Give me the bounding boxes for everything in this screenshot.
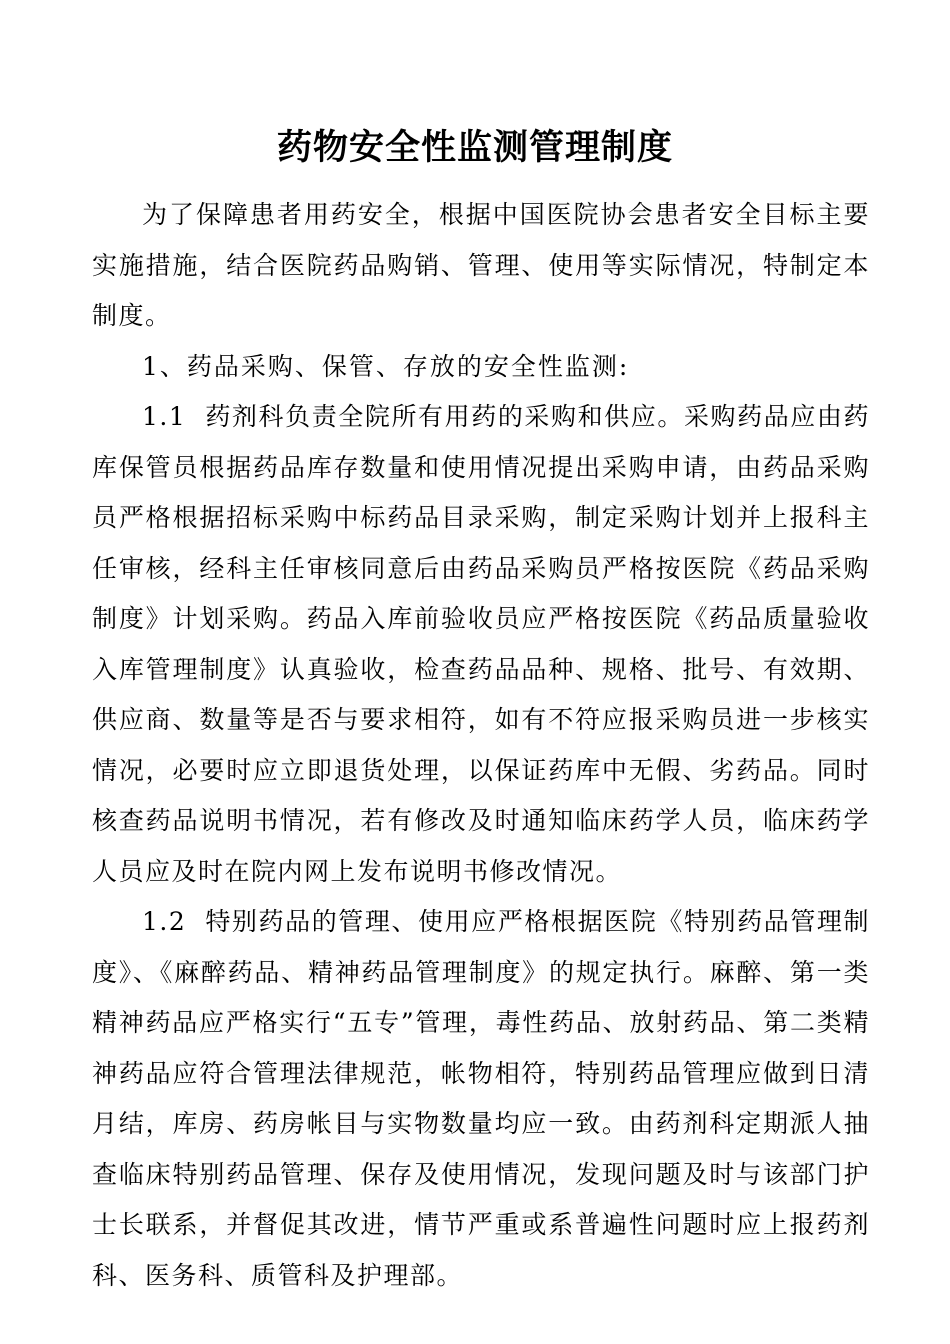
clause-1-2-paragraph: 1.2 特别药品的管理、使用应严格根据医院《特别药品管理制度》、《麻醉药品、精神药品管理制度》的规定执行。麻醉、第一类精神药品应严格实行“五专”管理，毒性药品、放射药品、第二类精神药品应符合管理法律规范，帐物相符，特别药品管理应做到日清月结，库房、药房帐目与实物数量均应一致。由药剂科定期派人抽查临床特别药品管理、保存及使用情况，发现问题及时与该部门护士长联系，并督促其改进，情节严重或系普遍性问题时应上报药剂科、医务科、质管科及护理部。 <box>92 907 870 1290</box>
document-body <box>92 190 870 1301</box>
intro-paragraph: 为了保障患者用药安全，根据中国医院协会患者安全目标主要实施措施，结合医院药品购销、管理、使用等实际情况，特制定本制度。 <box>92 200 870 330</box>
clause-1-1-paragraph: 1.1 药剂科负责全院所有用药的采购和供应。采购药品应由药库保管员根据药品库存数量和使用情况提出采购申请，由药品采购员严格根据招标采购中标药品目录采购，制定采购计划并上报科主任审核，经科主任审核同意后由药品采购员严格按医院《药品采购制度》计划采购。药品入库前验收员应严格按医院《药品质量验收入库管理制度》认真验收，检查药品品种、规格、批号、有效期、供应商、数量等是否与要求相符，如有不符应报采购员进一步核实情况，必要时应立即退货处理，以保证药库中无假、劣药品。同时核查药品说明书情况，若有修改及时通知临床药学人员，临床药学人员应及时在院内网上发布说明书修改情况。 <box>92 402 870 886</box>
section-heading: 1、药品采购、保管、存放的安全性监测: <box>142 351 630 381</box>
document-title: 药物安全性监测管理制度 <box>276 127 673 168</box>
